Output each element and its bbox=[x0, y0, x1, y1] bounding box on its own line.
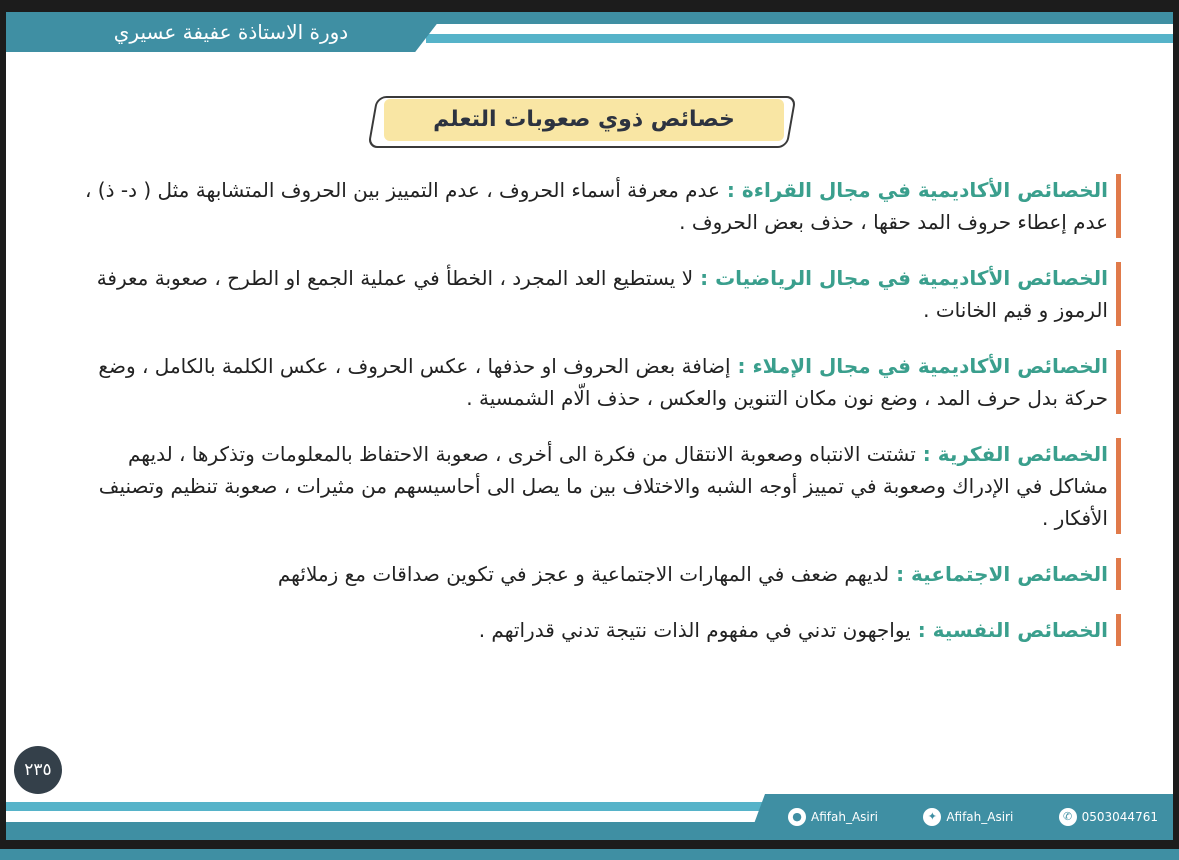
course-title: دورة الاستاذة عفيفة عسيري bbox=[113, 20, 349, 44]
section-heading: الخصائص النفسية bbox=[932, 618, 1108, 642]
section-text: عدم معرفة أسماء الحروف ، عدم التمييز بين الحروف المتشابهة مثل ( د- ذ) ، عدم إعطاء حروف المد حقها ، حذف بعض الحروف . bbox=[84, 178, 1108, 234]
section-heading: الخصائص الأكاديمية في مجال الرياضيات bbox=[715, 266, 1108, 290]
section-text: لا يستطيع العد المجرد ، الخطأ في عملية الجمع او الطرح ، صعوبة معرفة الرموز و قيم الخانات . bbox=[96, 266, 1108, 322]
ghost-icon: ● bbox=[788, 808, 806, 826]
section-heading: الخصائص الفكرية bbox=[937, 442, 1108, 466]
footer-contacts bbox=[788, 806, 1158, 828]
twitter-handle: Afifah_Asiri bbox=[946, 810, 1014, 824]
section-separator: : bbox=[693, 266, 716, 290]
phone-icon: ✆ bbox=[1059, 808, 1077, 826]
slide bbox=[6, 12, 1173, 840]
snapchat-handle: Afifah_Asiri bbox=[811, 810, 879, 824]
section-separator: : bbox=[730, 354, 753, 378]
page-number: ٢٣٥ bbox=[14, 746, 62, 794]
slide-title: خصائص ذوي صعوبات التعلم bbox=[433, 107, 735, 132]
section-separator: : bbox=[719, 178, 742, 202]
footer-accent-strip bbox=[6, 802, 766, 811]
header-accent-strip bbox=[426, 34, 1173, 43]
section-separator: : bbox=[889, 562, 912, 586]
sections-list bbox=[76, 174, 1121, 670]
section-reading bbox=[76, 174, 1121, 238]
next-slide-edge bbox=[0, 849, 1179, 860]
section-psychological bbox=[76, 614, 1121, 646]
section-math bbox=[76, 262, 1121, 326]
section-heading: الخصائص الاجتماعية bbox=[911, 562, 1108, 586]
whatsapp-number: 0503044761 bbox=[1081, 810, 1158, 824]
section-heading: الخصائص الأكاديمية في مجال الإملاء bbox=[752, 354, 1108, 378]
section-cognitive bbox=[76, 438, 1121, 534]
bird-icon: ✦ bbox=[923, 808, 941, 826]
section-social bbox=[76, 558, 1121, 590]
footer-snapchat bbox=[788, 808, 878, 826]
section-text: تشتت الانتباه وصعوبة الانتقال من فكرة الى أخرى ، صعوبة الاحتفاظ بالمعلومات وتذكرها ، لديهم مشاكل في الإدراك وصعوبة في تمييز أوجه الشبه والاختلاف بين ما يصل الى أحاسيسهم من مثيرات ، صعوبة تنظيم وتصنيف الأفكار . bbox=[98, 442, 1108, 530]
section-heading: الخصائص الأكاديمية في مجال القراءة bbox=[741, 178, 1108, 202]
section-text: لديهم ضعف في المهارات الاجتماعية و عجز في تكوين صداقات مع زملائهم bbox=[277, 562, 890, 586]
footer-whatsapp bbox=[1059, 808, 1158, 826]
section-text: يواجهون تدني في مفهوم الذات نتيجة تدني قدراتهم . bbox=[478, 618, 911, 642]
section-separator: : bbox=[915, 442, 938, 466]
section-text: إضافة بعض الحروف او حذفها ، عكس الحروف ، عكس الكلمة بالكامل ، وضع حركة بدل حرف المد ، وضع نون مكان التنوين والعكس ، حذف الّام الشمسية . bbox=[98, 354, 1108, 410]
footer-twitter bbox=[923, 808, 1013, 826]
section-separator: : bbox=[910, 618, 933, 642]
section-spelling bbox=[76, 350, 1121, 414]
